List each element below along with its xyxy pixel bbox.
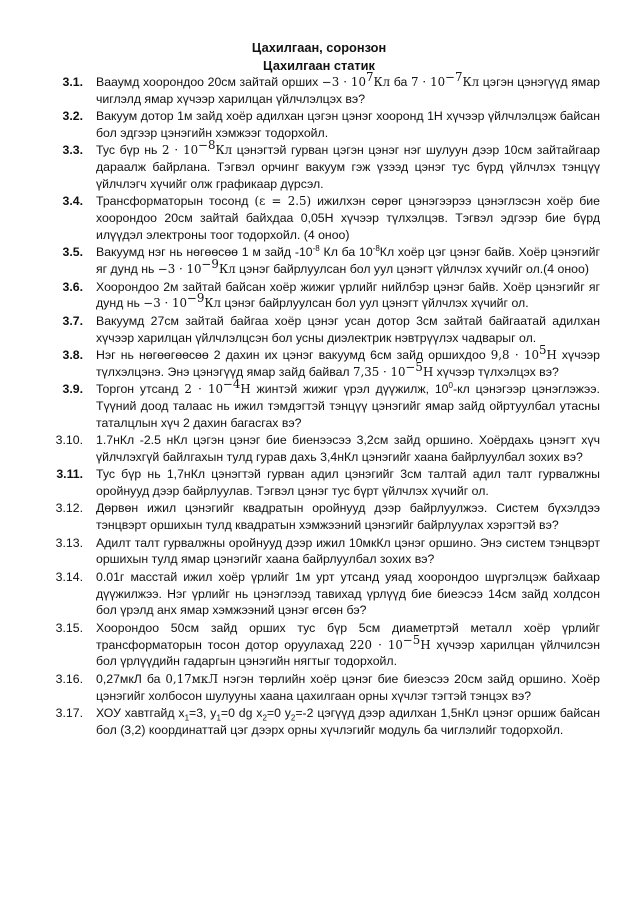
problem-text: Хоорондоо 2м зайтай байсан хоёр жижиг үрлийг нийлбэр цэнэг байв. Хоёр цэнэгийг яг дунд нь $-3 \cdot 10^{-9}Кл$ цэнэг байрлуулсан бол уул цэнэгт үйлчлэх хүчийг ол. — [96, 279, 600, 311]
problem-number: 3.2. — [62, 109, 83, 124]
problem-number: 3.3. — [62, 143, 83, 158]
problem-number: 3.9. — [62, 382, 83, 397]
problem-list — [55, 69, 601, 739]
problem-number: 3.4. — [62, 194, 83, 209]
problem-text: Адилт талт гурвалжны оройнууд дээр ижил 10мкКл цэнэг оршино. Энэ систем тэнцвэрт оршихын тулд ямар цэнэгийг хаана байрлуулбал зохих вэ? — [96, 535, 600, 567]
problem-text: Тус бүр нь $2 \cdot 10^{-8}Кл$ цэнэгтэй гурван цэгэн цэнэг нэг шулуун дээр 10см зайтайгаар дараалж байрлана. Тэгвэл орчинг вакуум гэж үзээд цэнэг тус бүрд үйлчлэх тэнцүү үйлчлэгч хүчийг олж графикаар дүрсэл. — [96, 138, 600, 191]
problem-item — [62, 138, 600, 192]
problem-text: 1.7нКл -2.5 нКл цэгэн цэнэг бие биенээсээ 3,2см зайд оршино. Хоёрдахь цэнэгт хүч үйлчлэхгүй байлгахын тулд гурав дахь 3,4нКл цэнэгийг хаана байрлуулбал зохих вэ? — [96, 433, 600, 464]
problem-number: 3.12. — [55, 501, 83, 516]
problem-text: Нэг нь нөгөөгөөсөө 2 дахин их цэнэг вакуумд 6см зайд оршихдоо $9,8 \cdot 10^5Н$ хүчээр түлхэлцэнэ. Энэ цэнэгүүд ямар зайд байвал $7,35 \cdot 10^{-5}Н$ хүчээр түлхэлцэх вэ? — [96, 342, 600, 379]
problem-item — [55, 671, 600, 705]
problem-item — [56, 466, 600, 500]
problem-number: 3.11. — [56, 467, 83, 482]
problem-item — [55, 705, 601, 739]
problem-text: Тус бүр нь 1,7нКл цэнэгтэй гурван адил цэнэгийг 3см талтай адил талт гурвалжны оройнууд дээр байрлуулав. Тэгвэл цэнэг тус бүрт үйлчлэх хүчийг ол. — [96, 467, 600, 499]
problem-number: 3.6. — [62, 279, 83, 294]
problem-item — [62, 377, 600, 431]
problem-text: Торгон утсанд $2 \cdot 10^{-4}Н$ жинтэй жижиг үрэл дүүжилж, $10^0-кл$ цэнэгээр цэнэглэжээ. Түүний доод талаас нь ижил тэмдэгтэй тэнцүү цэнэгийг ямар зайд ойртуулбал утасны таталцлын хүч 2 дахин багасгах вэ? — [96, 377, 600, 430]
problem-item — [62, 313, 600, 347]
problem-item — [55, 535, 600, 569]
problem-number: 3.15. — [55, 620, 83, 635]
problem-item — [62, 342, 600, 381]
problem-number: 3.1. — [62, 75, 83, 89]
problem-text: Вакуум дотор 1м зайд хоёр адилхан цэгэн цэнэг хооронд 1Н хүчээр үйлчлэлцэж байсан бол эдгээр цэнэгийн хэмжээг тодорхойл. — [96, 109, 600, 140]
problem-number: 3.16. — [55, 671, 83, 686]
problem-text: 0,27мкЛ ба 0,17мкЛ нэгэн төрлийн хоёр цэнэг бие биеэсээ 20см зайд оршино. Хоёр цэнэгийг холбосон шулууны хаана цахилгаан орны хүчлэг тэгтэй тэнцэх вэ? — [96, 671, 600, 703]
problem-item — [55, 432, 600, 466]
problem-item — [62, 244, 600, 278]
problem-item — [62, 193, 600, 243]
problem-item — [62, 69, 600, 108]
problem-text: Вакуумд нэг нь нөгөөсөө 1 м зайд $-10^{-8}$ Кл ба $10^{-8}Кл$ хоёр цэг цэнэг байв. Хоёр цэнэгийг яг дунд нь $-3 \cdot 10^{-9}Кл$ цэнэг байрлуулсан бол уул цэнэгт үйлчлэх хүчийг ол.(4 оноо) — [96, 244, 600, 277]
problem-number: 3.7. — [62, 313, 83, 328]
problem-text: 0.01г масстай ижил хоёр үрлийг 1м урт утсанд уяад хоорондоо шүргэлцэж байхаар дүүжилжээ. Нэг үрлийг нь цэнэглээд тавихад үрлүүд бие биеэсээ 14см зайд холдсон бол үрэлд анх ямар хэмжээний цэнэг өгсөн бэ? — [96, 569, 600, 618]
problem-text: Хоорондоо 50см зайд орших тус бүр 5см диаметртэй металл хоёр үрлийг трансформаторын тосон дотор оруулахад $220 \cdot 10^{-5}Н$ хүчээр харилцан үйлчилсэн бол үрлүүдийн гадаргын цэнэгийн нягтыг тодорхойл. — [96, 620, 600, 669]
problem-text: Дөрвөн ижил цэнэгийг квадратын оройнууд дээр байрлуулжээ. Систем бүхэлдээ тэнцвэрт оршихын тулд квадратын хэмжээний цэнэгийг байрлуулах хэрэгтэй вэ? — [96, 501, 600, 533]
problem-item — [62, 279, 600, 313]
problem-text: Вакуумд 27см зайтай байгаа хоёр цэнэг усан дотор 3см зайтай байгаатай адилхан хүчээр харилцан үйлчлэлцсэн бол усны диэлектрик нэвтрүүлэх чадварыг ол. — [96, 313, 600, 345]
problem-number: 3.13. — [55, 535, 83, 550]
problem-number: 3.17. — [55, 705, 83, 720]
problem-text: Трансформаторын тосонд (ε = 2.5) ижилхэн сөрөг цэнэгээрээ цэнэглэсэн хоёр бие хоорондоо 20см зайтай байхдаа 0,05Н хүчээр түлхэлцэв. Тэгвэл эдгээр бие бүрд илүүдэл электроны тоог тодорхойл. (4 оноо) — [96, 194, 600, 242]
problem-number: 3.5. — [62, 245, 83, 260]
problem-item — [55, 620, 600, 670]
problem-text: ХОУ хавтгайд $x_1=3$, $y_1=0$ dg $x_2=0$ $y_2=-2$ цэгүүд дээр адилхан 1,5нКл цэнэг оршиж байсан бол (3,2) координаттай цэг дээрх орны хүчлэгийг модуль ба чиглэлийг тодорхойл. — [96, 705, 601, 737]
problem-number: 3.10. — [55, 433, 83, 448]
problem-number: 3.14. — [55, 569, 83, 584]
problem-item — [62, 108, 600, 142]
section-title: Цахилгаан статик — [263, 58, 375, 73]
problem-item — [55, 500, 600, 534]
problem-number: 3.8. — [62, 347, 83, 362]
problem-text: Вааумд хоорондоо 20см зайтай орших $-3 \cdot 10^7Кл$ ба $7 \cdot 10^{-7}Кл$ цэгэн цэнэгүүд ямар чиглэлд ямар хүчээр харилцан үйлчлэлцэх вэ? — [96, 69, 600, 106]
document-topic: Цахилгаан, соронзон — [251, 40, 387, 55]
problem-item — [55, 569, 600, 619]
